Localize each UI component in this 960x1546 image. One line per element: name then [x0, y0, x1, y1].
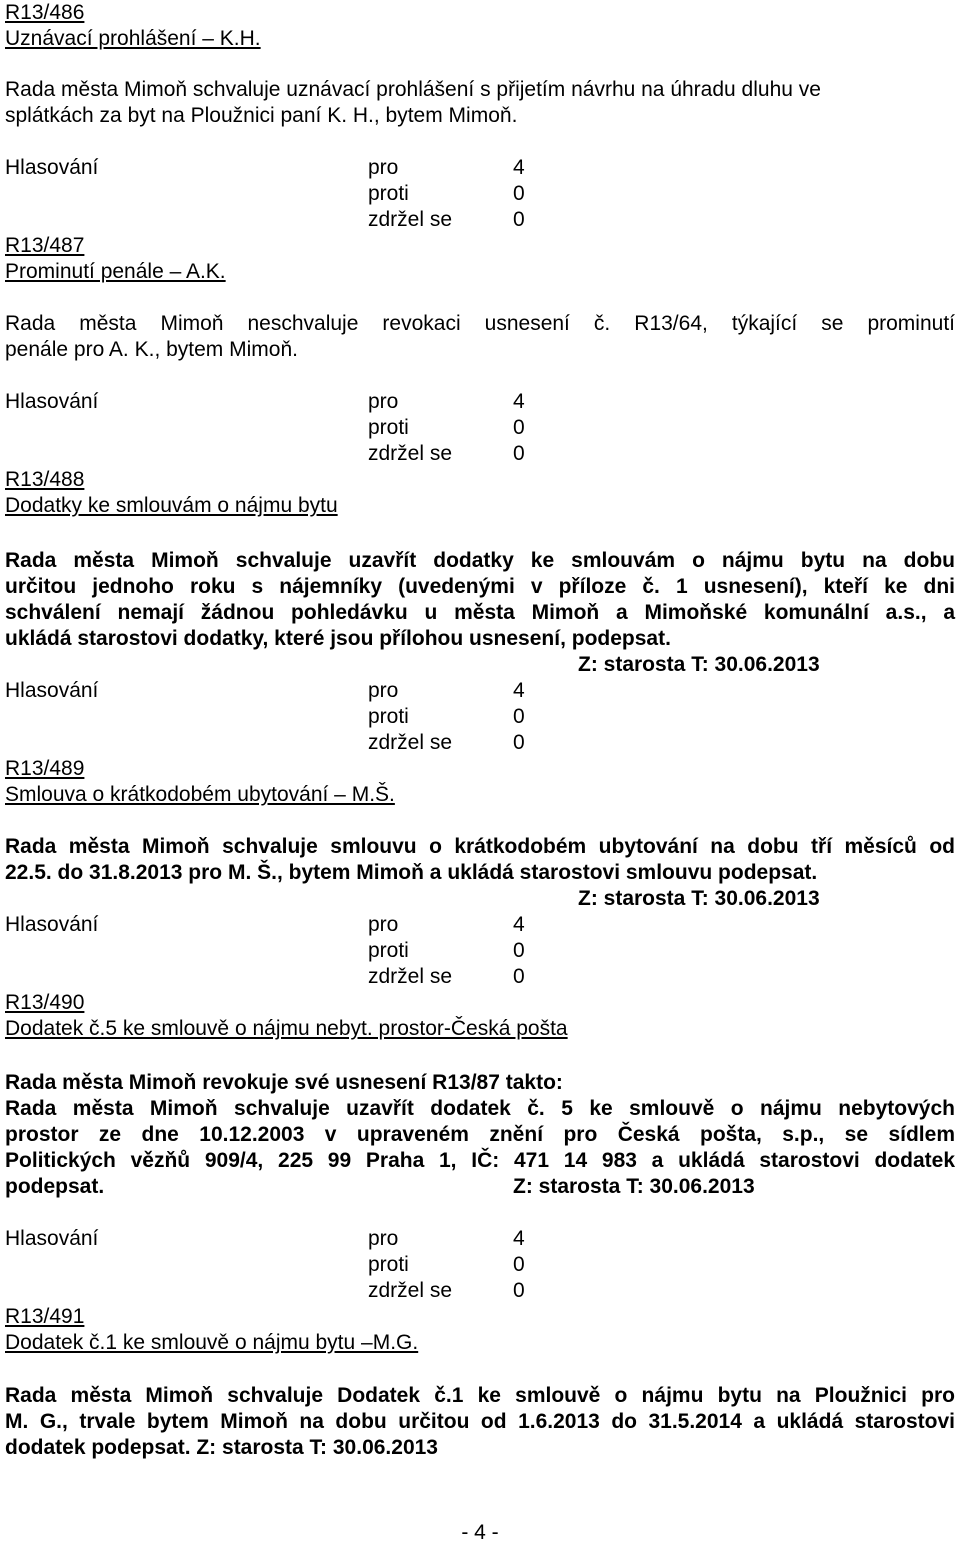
vote-zdrzel-label: zdržel se — [368, 731, 453, 754]
resolution-text-line: Politických vězňů 909/4, 225 99 Praha 1, IČ: 471 14 983 a ukládá starostovi dodatek — [5, 1149, 955, 1172]
vote-pro-count: 4 — [513, 679, 525, 702]
vote-pro-label: pro — [368, 913, 399, 936]
resolution-text-line: Rada města Mimoň schvaluje uzavřít dodatek č. 5 ke smlouvě o nájmu nebytových — [5, 1097, 955, 1120]
resolution-title: Uznávací prohlášení – K.H. — [5, 27, 261, 50]
vote-pro-label: pro — [368, 679, 399, 702]
resolution-text-line: Rada města Mimoň schvaluje uznávací prohlášení s přijetím návrhu na úhradu dluhu ve — [5, 78, 821, 101]
resolution-text-line: Rada města Mimoň revokuje své usnesení R13/87 takto: — [5, 1071, 563, 1094]
resolution-text-line: Rada města Mimoň schvaluje smlouvu o krátkodobém ubytování na dobu tří měsíců od — [5, 835, 955, 858]
resolution-text-line: podepsat. — [5, 1175, 105, 1198]
vote-heading: Hlasování — [5, 1227, 99, 1250]
vote-proti-label: proti — [368, 939, 409, 962]
resolution-title: Prominutí penále – A.K. — [5, 260, 226, 283]
resolution-text-line: penále pro A. K., bytem Mimoň. — [5, 338, 298, 361]
vote-heading: Hlasování — [5, 390, 99, 413]
deadline: Z: starosta T: 30.06.2013 — [578, 887, 820, 910]
resolution-text-line: Rada města Mimoň schvaluje Dodatek č.1 ke smlouvě o nájmu bytu na Ploužnici pro — [5, 1384, 955, 1407]
resolution-text-line: Rada města Mimoň neschvaluje revokaci usnesení č. R13/64, týkající se prominutí — [5, 312, 955, 335]
resolution-text-line: Rada města Mimoň schvaluje uzavřít dodatky ke smlouvám o nájmu bytu na dobu — [5, 549, 955, 572]
resolution-text-line: splátkách za byt na Ploužnici paní K. H., bytem Mimoň. — [5, 104, 518, 127]
vote-proti-count: 0 — [513, 939, 525, 962]
resolution-title: Dodatek č.5 ke smlouvě o nájmu nebyt. prostor-Česká pošta — [5, 1017, 568, 1040]
resolution-number: R13/488 — [5, 468, 85, 491]
resolution-text-line: 22.5. do 31.8.2013 pro M. Š., bytem Mimoň a ukládá starostovi smlouvu podepsat. — [5, 861, 818, 884]
resolution-text-line: schválení nemají žádnou pohledávku u města Mimoň a Mimoňské komunální a.s., a — [5, 601, 955, 624]
vote-pro-label: pro — [368, 390, 399, 413]
vote-proti-count: 0 — [513, 182, 525, 205]
vote-zdrzel-count: 0 — [513, 965, 525, 988]
vote-proti-label: proti — [368, 705, 409, 728]
vote-zdrzel-label: zdržel se — [368, 208, 453, 231]
vote-zdrzel-label: zdržel se — [368, 442, 453, 465]
vote-zdrzel-count: 0 — [513, 1279, 525, 1302]
vote-pro-label: pro — [368, 1227, 399, 1250]
deadline: Z: starosta T: 30.06.2013 — [513, 1175, 755, 1198]
vote-heading: Hlasování — [5, 913, 99, 936]
resolution-number: R13/487 — [5, 234, 85, 257]
vote-proti-label: proti — [368, 416, 409, 439]
vote-heading: Hlasování — [5, 156, 99, 179]
vote-pro-label: pro — [368, 156, 399, 179]
vote-zdrzel-count: 0 — [513, 731, 525, 754]
resolution-text-line: dodatek podepsat. Z: starosta T: 30.06.2013 — [5, 1436, 438, 1459]
vote-zdrzel-label: zdržel se — [368, 1279, 453, 1302]
vote-pro-count: 4 — [513, 1227, 525, 1250]
resolution-text-line: ukládá starostovi dodatky, které jsou přílohou usnesení, podepsat. — [5, 627, 671, 650]
resolution-title: Dodatky ke smlouvám o nájmu bytu — [5, 494, 338, 517]
resolution-text-line: určitou jednoho roku s nájemníky (uvedenými v příloze č. 1 usnesení), kteří ke dni — [5, 575, 955, 598]
resolution-number: R13/489 — [5, 757, 85, 780]
page-number: - 4 - — [461, 1521, 499, 1544]
resolution-title: Smlouva o krátkodobém ubytování – M.Š. — [5, 783, 395, 806]
resolution-number: R13/491 — [5, 1305, 85, 1328]
vote-zdrzel-count: 0 — [513, 208, 525, 231]
resolution-number: R13/490 — [5, 991, 85, 1014]
vote-proti-label: proti — [368, 182, 409, 205]
vote-proti-count: 0 — [513, 1253, 525, 1276]
resolution-title: Dodatek č.1 ke smlouvě o nájmu bytu –M.G. — [5, 1331, 419, 1354]
vote-proti-count: 0 — [513, 705, 525, 728]
resolution-text-line: M. G., trvale bytem Mimoň na dobu určitou od 1.6.2013 do 31.5.2014 a ukládá starostovi — [5, 1410, 955, 1433]
vote-heading: Hlasování — [5, 679, 99, 702]
vote-proti-count: 0 — [513, 416, 525, 439]
vote-pro-count: 4 — [513, 156, 525, 179]
resolution-number: R13/486 — [5, 1, 85, 24]
deadline: Z: starosta T: 30.06.2013 — [578, 653, 820, 676]
vote-zdrzel-label: zdržel se — [368, 965, 453, 988]
resolution-text-line: prostor ze dne 10.12.2003 v upraveném znění pro Česká pošta, s.p., se sídlem — [5, 1123, 955, 1146]
vote-zdrzel-count: 0 — [513, 442, 525, 465]
vote-pro-count: 4 — [513, 390, 525, 413]
vote-proti-label: proti — [368, 1253, 409, 1276]
vote-pro-count: 4 — [513, 913, 525, 936]
